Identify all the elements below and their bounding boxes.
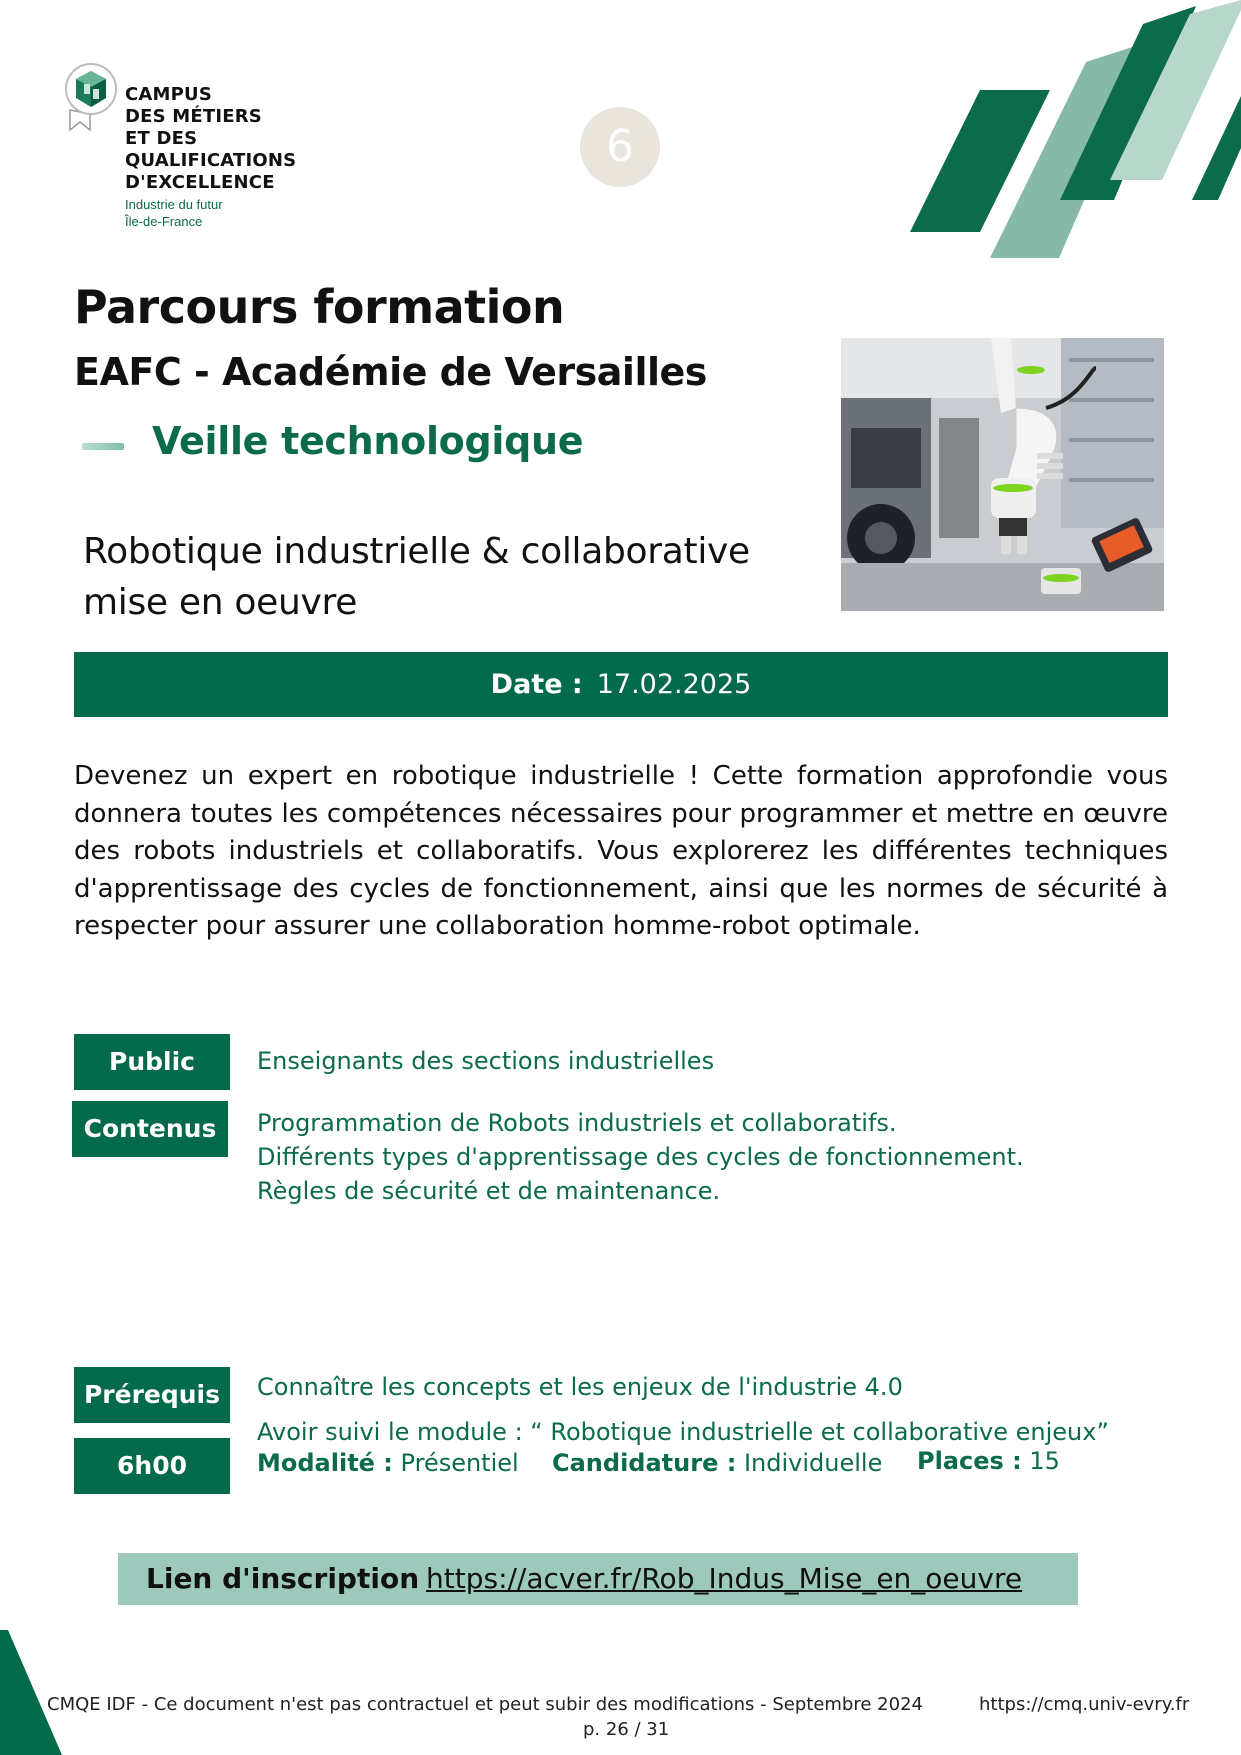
logo-line: DES MÉTIERS: [125, 106, 262, 127]
places: [917, 1447, 1060, 1475]
logo-line: ET DES: [125, 128, 198, 149]
modalite: [257, 1449, 519, 1477]
campus-logo-text: [125, 84, 296, 194]
candidature-value: Individuelle: [743, 1449, 883, 1477]
inscription-bar: [118, 1553, 1078, 1605]
campus-logo-icon: [62, 62, 120, 132]
logo-line: CAMPUS: [125, 84, 213, 105]
candidature-label: Candidature :: [552, 1449, 737, 1477]
modalite-label: Modalité :: [257, 1449, 393, 1477]
logo-line: QUALIFICATIONS: [125, 150, 297, 171]
course-title-line: mise en oeuvre: [83, 582, 358, 623]
footer-note: CMQE IDF - Ce document n'est pas contractuel et peut subir des modifications - Septembre 2024: [47, 1694, 923, 1715]
decorative-stripes: [900, 0, 1241, 260]
contenus-item: Programmation de Robots industriels et collaboratifs.: [257, 1109, 897, 1137]
modalite-value: Présentiel: [400, 1449, 519, 1477]
places-value: 15: [1029, 1447, 1060, 1475]
category-dash: [82, 443, 124, 450]
contenus-tag: Contenus: [72, 1101, 228, 1157]
footer-page-number: p. 26 / 31: [583, 1719, 670, 1740]
inscription-link[interactable]: https://acver.fr/Rob_Indus_Mise_en_oeuvre: [426, 1562, 1023, 1595]
robot-photo: [841, 338, 1164, 611]
prerequis-item: Avoir suivi le module : “ Robotique industrielle et collaborative enjeux”: [257, 1418, 1109, 1446]
date-bar: [74, 652, 1168, 717]
date-value: 17.02.2025: [596, 669, 752, 700]
page-subtitle: EAFC - Académie de Versailles: [74, 350, 707, 394]
course-title: [83, 526, 803, 628]
footer-url[interactable]: https://cmq.univ-evry.fr: [979, 1694, 1190, 1715]
logo-line: D'EXCELLENCE: [125, 172, 275, 193]
prerequis-list: [257, 1365, 1109, 1455]
public-tag: Public: [74, 1034, 230, 1090]
meta-row: [257, 1449, 1157, 1485]
prerequis-tag: Prérequis: [74, 1367, 230, 1423]
course-title-line: Robotique industrielle & collaborative: [83, 531, 750, 572]
page-title: Parcours formation: [74, 280, 565, 334]
course-description: Devenez un expert en robotique industrielle ! Cette formation approfondie vous donnera toutes les compétences nécessaires pour programmer et mettre en œuvre des robots industriels et collaboratifs. Vous explorerez les différentes techniques d'apprentissage des cycles de fonctionnement, ainsi que les normes de sécurité à respecter pour assurer une collaboration homme-robot optimale.: [74, 761, 1168, 941]
contenus-item: Règles de sécurité et de maintenance.: [257, 1177, 721, 1205]
places-label: Places :: [917, 1447, 1022, 1475]
category-label: Veille technologique: [152, 419, 584, 463]
contenus-item: Différents types d'apprentissage des cycles de fonctionnement.: [257, 1143, 1024, 1171]
public-value: Enseignants des sections industrielles: [257, 1047, 715, 1075]
logo-sub-line: Île-de-France: [125, 214, 203, 229]
contenus-list: [257, 1106, 1024, 1208]
inscription-label: Lien d'inscription: [146, 1562, 420, 1595]
prerequis-item: Connaître les concepts et les enjeux de l'industrie 4.0: [257, 1373, 903, 1401]
campus-logo-subtitle: [125, 196, 223, 230]
logo-sub-line: Industrie du futur: [125, 197, 223, 212]
page-number-badge: 6: [580, 107, 660, 187]
date-label: Date :: [490, 669, 583, 700]
duration-tag: 6h00: [74, 1438, 230, 1494]
candidature: [552, 1449, 882, 1477]
